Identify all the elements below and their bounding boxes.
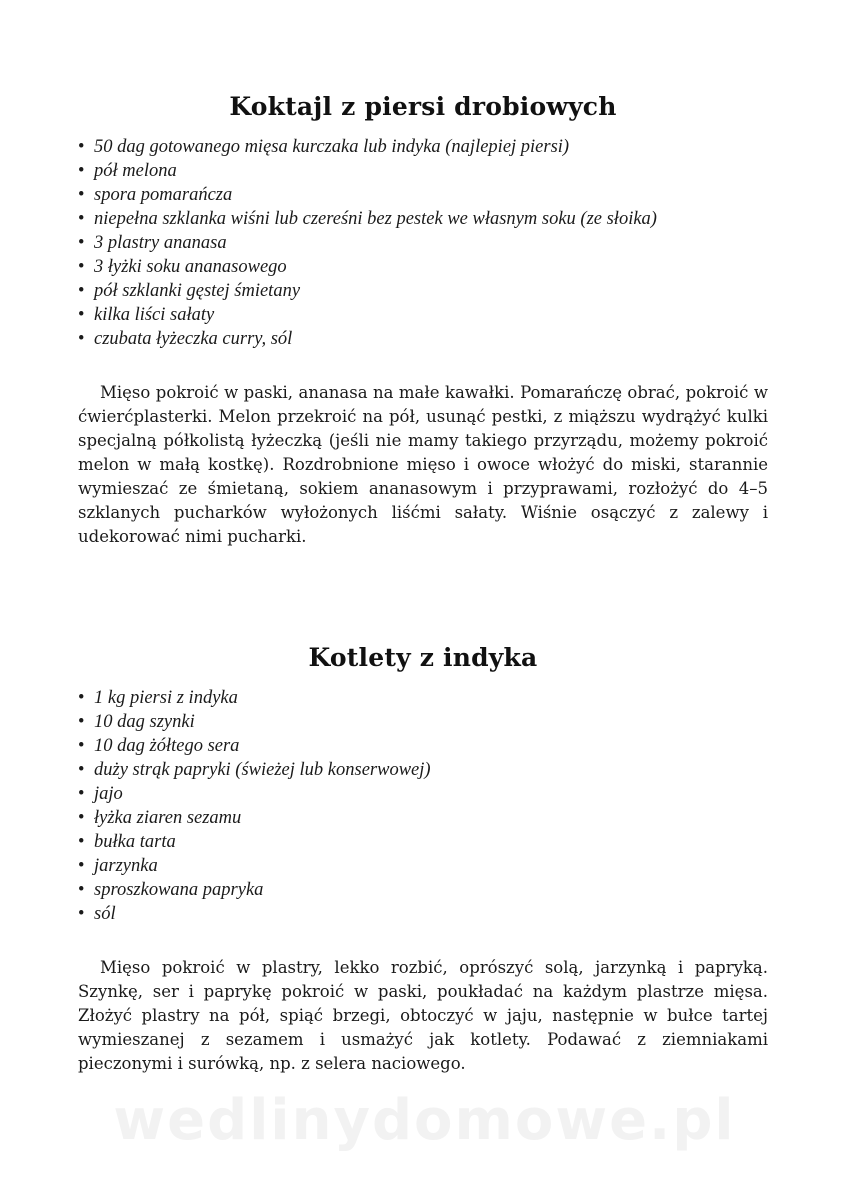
ingredient-item: • sól xyxy=(78,902,768,926)
ingredient-item: • łyżka ziaren sezamu xyxy=(78,806,768,830)
recipe-koktajl xyxy=(78,92,768,549)
recipe-kotlety xyxy=(78,643,768,1076)
ingredient-item: • jajo xyxy=(78,782,768,806)
watermark: wedlinydomowe.pl xyxy=(113,1088,736,1153)
ingredient-item: • 1 kg piersi z indyka xyxy=(78,686,768,710)
recipe-title: Kotlety z indyka xyxy=(308,643,538,672)
ingredient-item: • 10 dag żółtego sera xyxy=(78,734,768,758)
recipe-method: Mięso pokroić w plastry, lekko rozbić, oprószyć solą, jarzynką i papryką. Szynkę, ser i paprykę pokroić w paski, poukładać na każdym plastrze mięsa. Złożyć plastry na pół, spiąć brzegi, obtoczyć w jaju, następnie w bułce tartej wymieszanej z sezamem i usmażyć jak kotlety. Podawać z ziemniakami pieczonymi i surówką, np. z selera naciowego. xyxy=(78,958,768,1073)
ingredient-item: • 3 plastry ananasa xyxy=(78,231,768,255)
ingredient-item: • czubata łyżeczka curry, sól xyxy=(78,327,768,351)
ingredient-item: • jarzynka xyxy=(78,854,768,878)
ingredient-item: • pół szklanki gęstej śmietany xyxy=(78,279,768,303)
recipe-method: Mięso pokroić w paski, ananasa na małe kawałki. Pomarańczę obrać, pokroić w ćwierćplasterki. Melon przekroić na pół, usunąć pestki, z miąższu wydrążyć kulki specjalną półkolistą łyżeczką (jeśli nie mamy takiego przyrządu, możemy pokroić melon w małą kostkę). Rozdrobnione mięso i owoce włożyć do miski, starannie wymieszać ze śmietaną, sokiem ananasowym i przyprawami, rozłożyć do 4–5 szklanych pucharków wyłożonych liśćmi sałaty. Wiśnie osączyć z zalewy i udekorować nimi pucharki. xyxy=(78,383,768,546)
ingredient-item: • pół melona xyxy=(78,159,768,183)
ingredient-item: • duży strąk papryki (świeżej lub konserwowej) xyxy=(78,758,768,782)
ingredient-item: • spora pomarańcza xyxy=(78,183,768,207)
ingredient-item: • kilka liści sałaty xyxy=(78,303,768,327)
ingredient-item: • bułka tarta xyxy=(78,830,768,854)
ingredient-item: • niepełna szklanka wiśni lub czereśni bez pestek we własnym soku (ze słoika) xyxy=(78,207,768,231)
ingredient-list xyxy=(78,135,768,351)
ingredient-item: • sproszkowana papryka xyxy=(78,878,768,902)
ingredient-item: • 50 dag gotowanego mięsa kurczaka lub indyka (najlepiej piersi) xyxy=(78,135,768,159)
recipe-title: Koktajl z piersi drobiowych xyxy=(229,92,617,121)
ingredient-list xyxy=(78,686,768,926)
ingredient-item: • 10 dag szynki xyxy=(78,710,768,734)
ingredient-item: • 3 łyżki soku ananasowego xyxy=(78,255,768,279)
